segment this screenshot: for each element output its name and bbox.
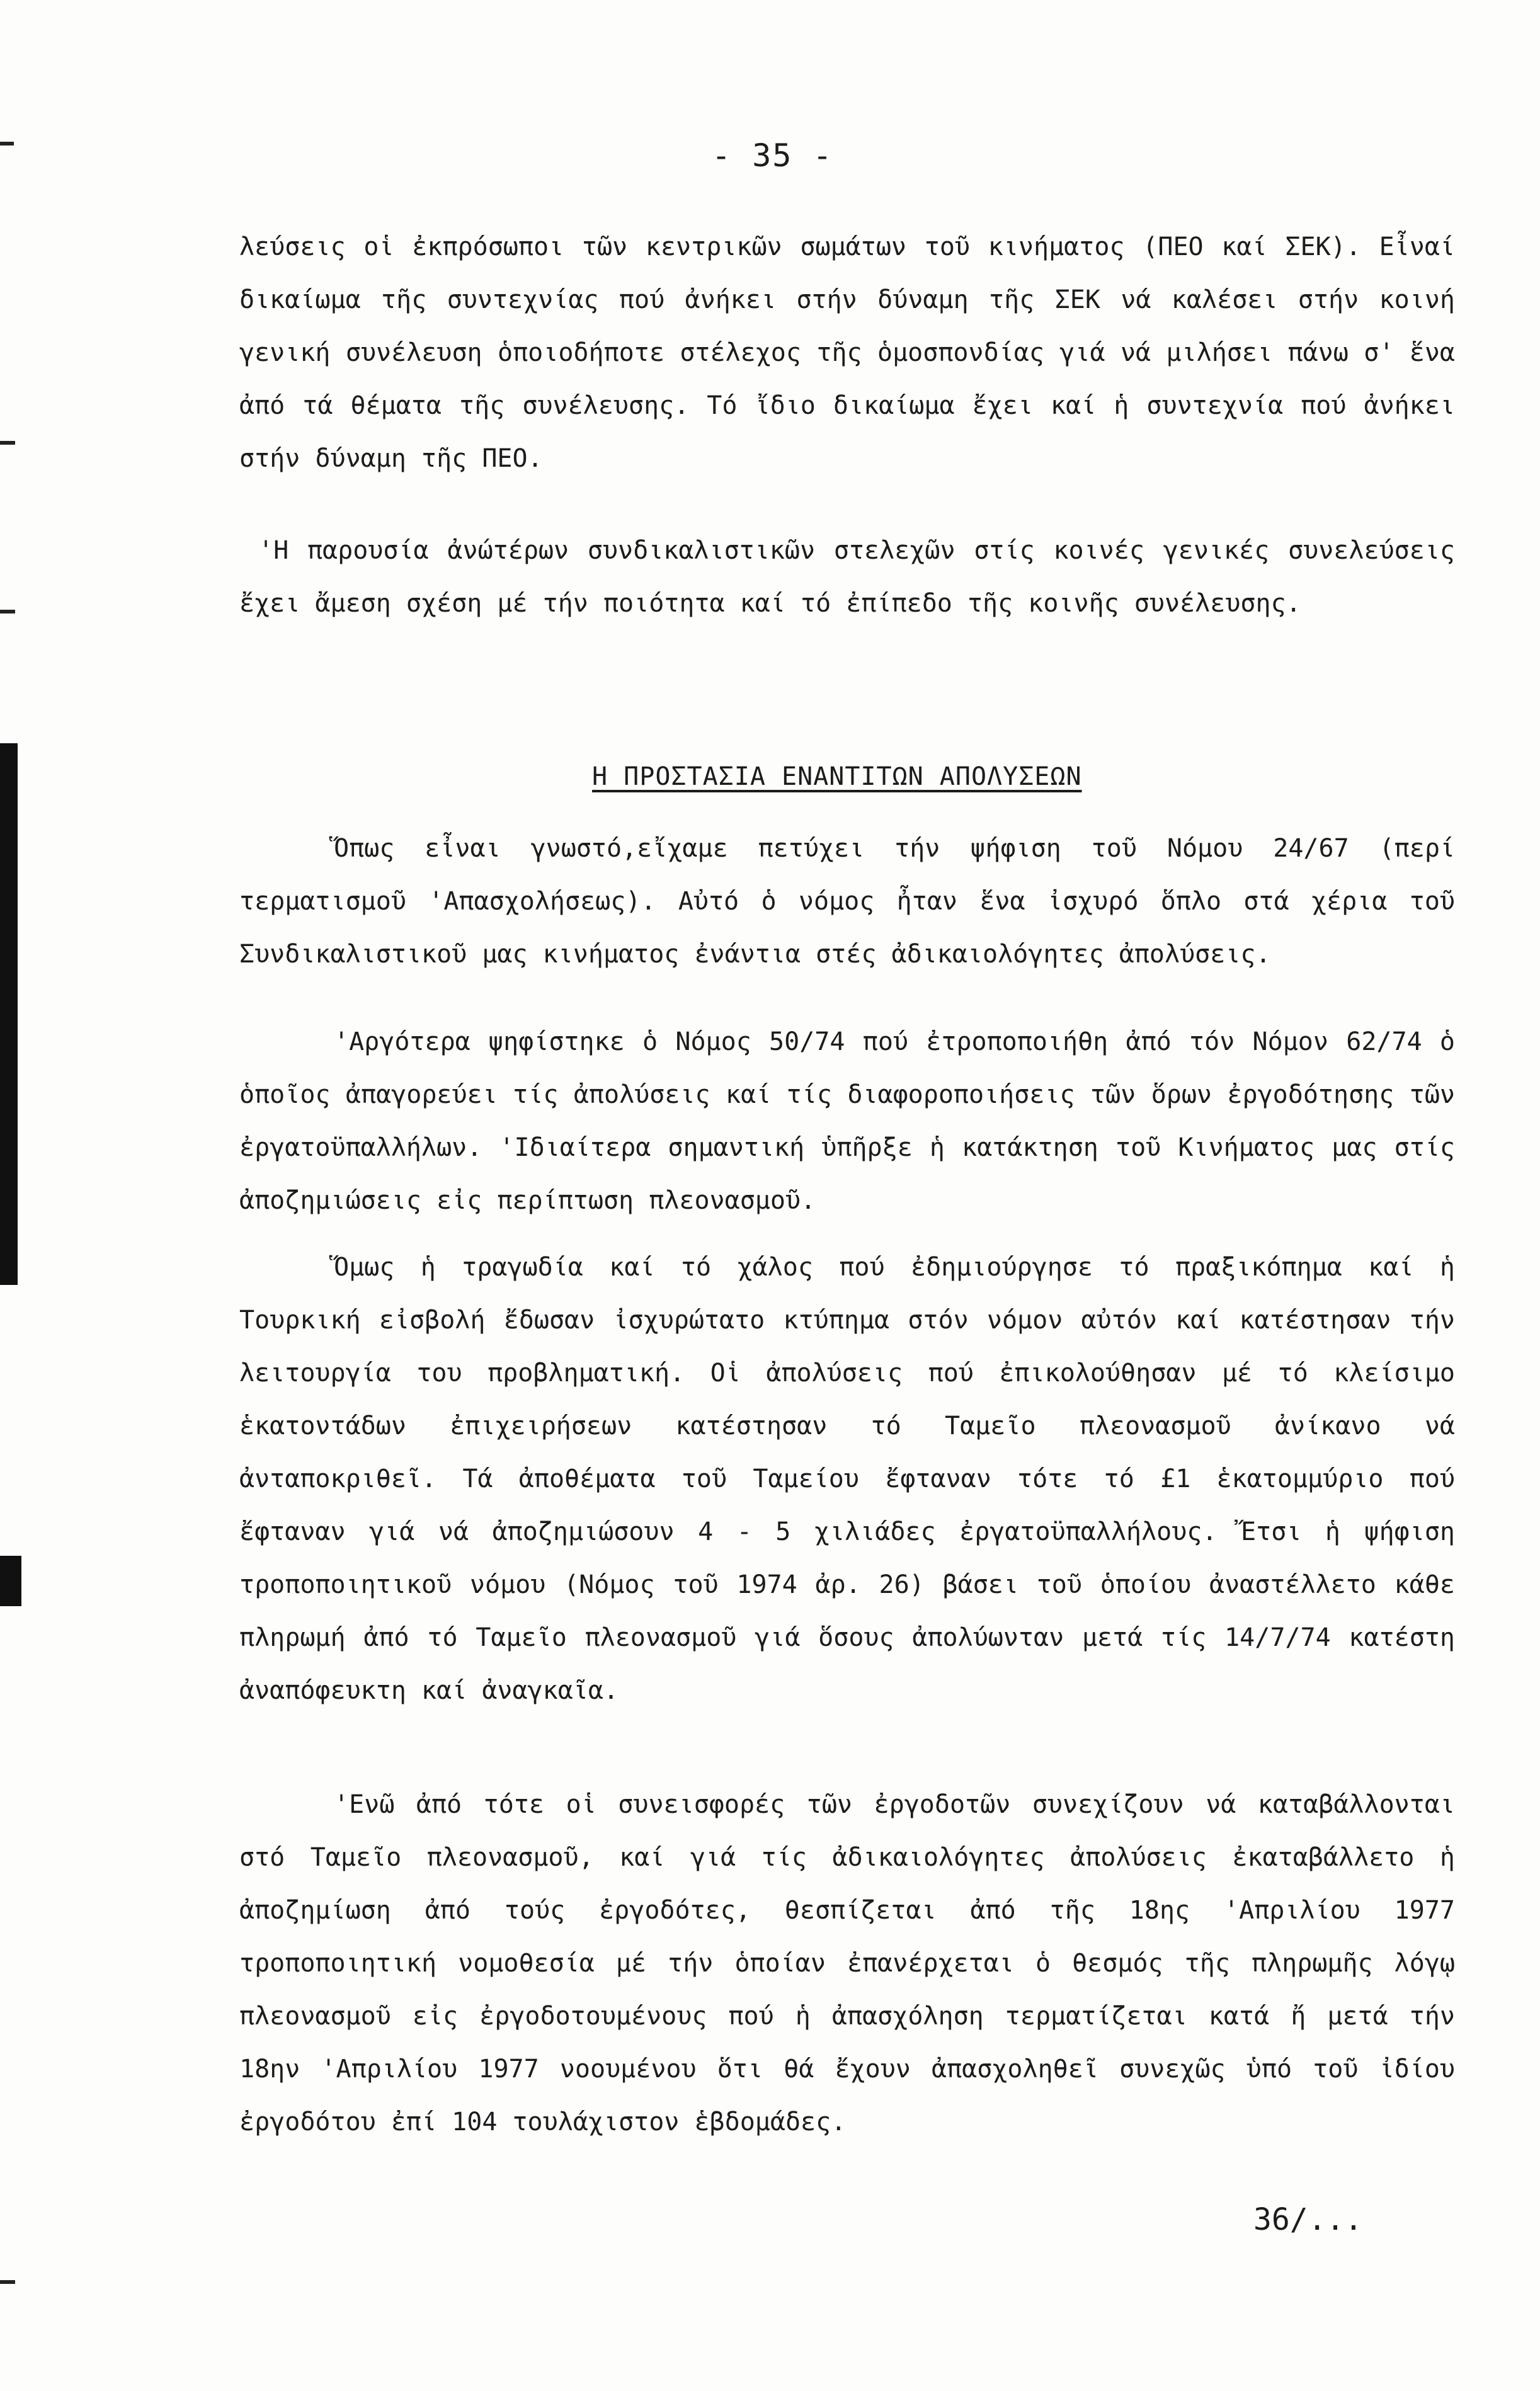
paragraph xyxy=(239,220,1455,485)
paragraph-text: 'Η παρουσία ἀνώτέρων συνδικαλιστικῶν στελεχῶν στίς κοινές γενικές συνελεύσεις ἔχει ἄμεση σχέση μέ τήν ποιότητα καί τό ἐπίπεδο τῆς κοινῆς συνέλευσης. xyxy=(239,536,1455,618)
paragraph-text: 'Ενῶ ἀπό τότε οἱ συνεισφορές τῶν ἐργοδοτῶν συνεχίζουν νά καταβάλλονται στό Ταμεῖο πλεονασμοῦ, καί γιά τίς ἀδικαιολόγητες ἀπολύσεις ἐκαταβάλλετο ἡ ἀποζημίωση ἀπό τούς ἐργοδότες, θεσπίζεται ἀπό τῆς 18ης 'Απριλίου 1977 τροποποιητική νομοθεσία μέ τήν ὁποίαν ἐπανέρχεται ὁ θεσμός τῆς πληρωμῆς λόγῳ πλεονασμοῦ εἰς ἐργοδοτουμένους πού ἡ ἀπασχόληση τερματίζεται κατά ἤ μετά τήν 18ην 'Απριλίου 1977 νοουμένου ὅτι θά ἔχουν ἀπασχοληθεῖ συνεχῶς ὑπό τοῦ ἰδίου ἐργοδότου ἐπί 104 τουλάχιστον ἑβδομάδες. xyxy=(239,1790,1455,2137)
paragraph-text: 'Αργότερα ψηφίστηκε ὁ Νόμος 50/74 πού ἐτροποποιήθη ἀπό τόν Νόμον 62/74 ὁ ὁποῖος ἀπαγορεύει τίς ἀπολύσεις καί τίς διαφοροποιήσεις τῶν ὅρων ἐργοδότησης τῶν ἐργατοϋπαλλήλων. 'Ιδιαίτερα σημαντική ὑπῆρξε ἡ κατάκτηση τοῦ Κινήματος μας στίς ἀποζημιώσεις εἰς περίπτωση πλεονασμοῦ. xyxy=(239,1027,1455,1215)
scan-edge-mark xyxy=(0,743,18,1285)
scan-edge-mark xyxy=(0,610,15,613)
paragraph xyxy=(239,1015,1455,1227)
paragraph-text: Ὅμως ἡ τραγωδία καί τό χάλος πού ἐδημιούργησε τό πραξικόπημα καί ἡ Τουρκική εἰσβολή ἔδωσαν ἰσχυρώτατο κτύπημα στόν νόμον αὐτόν καί κατέστησαν τήν λειτουργία του προβληματική. Οἱ ἀπολύσεις πού ἐπικολούθησαν μέ τό κλείσιμο ἑκατοντάδων ἐπιχειρήσεων κατέστησαν τό Ταμεῖο πλεονασμοῦ ἀνίκανο νά ἀνταποκριθεῖ. Τά ἀποθέματα τοῦ Ταμείου ἔφταναν τότε τό £1 ἑκατομμύριο πού ἔφταναν γιά νά ἀποζημιώσουν 4 - 5 χιλιάδες ἐργατοϋπαλλήλους. Ἔτσι ἡ ψήφιση τροποποιητικοῦ νόμου (Νόμος τοῦ 1974 ἀρ. 26) βάσει τοῦ ὁποίου ἀναστέλλετο κάθε πληρωμή ἀπό τό Ταμεῖο πλεονασμοῦ γιά ὅσους ἀπολύωνταν μετά τίς 14/7/74 κατέστη ἀναπόφευκτη καί ἀναγκαῖα. xyxy=(239,1253,1455,1705)
paragraph xyxy=(239,524,1455,630)
paragraph xyxy=(239,1778,1455,2148)
continuation-marker: 36/... xyxy=(1253,2202,1363,2237)
section-heading: Η ΠΡΟΣΤΑΣΙΑ ΕΝΑΝΤΙΤΩΝ ΑΠΟΛΥΣΕΩΝ xyxy=(592,762,1082,791)
paragraph-text: λεύσεις οἱ ἐκπρόσωποι τῶν κεντρικῶν σωμάτων τοῦ κινήματος (ΠΕΟ καί ΣΕΚ). Εἶναί δικαίωμα τῆς συντεχνίας πού ἀνήκει στήν δύναμη τῆς ΣΕΚ νά καλέσει στήν κοινή γενική συνέλευση ὁποιοδήποτε στέλεχος τῆς ὁμοσπονδίας γιά νά μιλήσει πάνω σ' ἕνα ἀπό τά θέματα τῆς συνέλευσης. Τό ἴδιο δικαίωμα ἔχει καί ἡ συντεχνία πού ἀνήκει στήν δύναμη τῆς ΠΕΟ. xyxy=(239,232,1455,473)
scan-edge-mark xyxy=(0,142,14,146)
scan-edge-mark xyxy=(0,441,15,445)
page-number: - 35 - xyxy=(712,137,833,174)
paragraph xyxy=(239,822,1455,981)
scan-edge-mark xyxy=(0,1556,21,1606)
paragraph xyxy=(239,1241,1455,1717)
paragraph-text: Ὅπως εἶναι γνωστό,εἴχαμε πετύχει τήν ψήφιση τοῦ Νόμου 24/67 (περί τερματισμοῦ 'Απασχολήσεως). Αὐτό ὁ νόμος ἦταν ἕνα ἰσχυρό ὅπλο στά χέρια τοῦ Συνδικαλιστικοῦ μας κινήματος ἐνάντια στές ἀδικαιολόγητες ἀπολύσεις. xyxy=(239,834,1455,969)
scan-edge-mark xyxy=(0,2280,15,2284)
